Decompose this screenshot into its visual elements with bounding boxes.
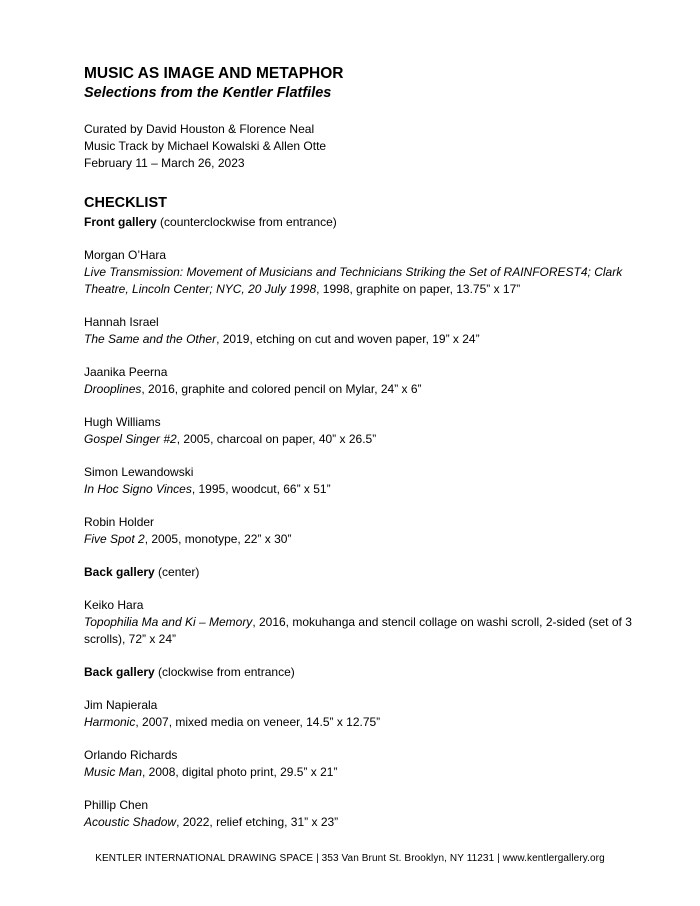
artist-name: Simon Lewandowski	[84, 465, 194, 479]
work-title: Drooplines	[84, 382, 142, 396]
work-details: , 2016, mokuhanga and stencil collage on washi scroll, 2-sided (set of 3 scrolls), 72” x 24”	[84, 615, 632, 646]
work-details: , 2005, monotype, 22” x 30”	[144, 532, 292, 546]
artist-name: Hannah Israel	[84, 315, 159, 329]
work-title: Five Spot 2	[84, 532, 145, 546]
section-heading	[84, 564, 664, 581]
dates-line: February 11 – March 26, 2023	[84, 156, 245, 170]
work-description	[84, 481, 664, 498]
work-entry	[84, 597, 664, 648]
work-details: , 2022, relief etching, 31” x 23”	[176, 815, 339, 829]
checklist-heading: CHECKLIST	[84, 195, 167, 211]
artist-name: Morgan O’Hara	[84, 248, 167, 262]
work-entry	[84, 514, 664, 548]
section-name: Front gallery	[84, 215, 157, 229]
work-entry	[84, 747, 664, 781]
work-details: , 1998, graphite on paper, 13.75” x 17”	[316, 282, 521, 296]
exhibition-subtitle: Selections from the Kentler Flatfiles	[84, 85, 332, 101]
artist-name: Jim Napierala	[84, 698, 158, 712]
section-name: Back gallery	[84, 665, 155, 679]
work-description	[84, 331, 664, 348]
work-description	[84, 264, 664, 298]
section-heading	[84, 214, 664, 231]
work-details: , 2019, etching on cut and woven paper, 19” x 24”	[216, 332, 480, 346]
section-note: (clockwise from entrance)	[154, 665, 295, 679]
work-details: , 2008, digital photo print, 29.5” x 21”	[142, 765, 338, 779]
work-title: Gospel Singer #2	[84, 432, 177, 446]
work-description	[84, 381, 664, 398]
artist-name: Hugh Williams	[84, 415, 161, 429]
work-entry	[84, 464, 664, 498]
credits	[84, 121, 664, 172]
work-details: , 2005, charcoal on paper, 40” x 26.5”	[176, 432, 377, 446]
work-entry	[84, 364, 664, 398]
artist-name: Orlando Richards	[84, 748, 178, 762]
work-entry	[84, 797, 664, 831]
work-entry	[84, 314, 664, 348]
work-description	[84, 614, 664, 648]
artist-name: Jaanika Peerna	[84, 365, 168, 379]
section-name: Back gallery	[84, 565, 155, 579]
work-title: Topophilia Ma and Ki – Memory	[84, 615, 253, 629]
artist-name: Robin Holder	[84, 515, 155, 529]
work-description	[84, 814, 664, 831]
work-entry	[84, 414, 664, 448]
footer-address: KENTLER INTERNATIONAL DRAWING SPACE | 353 Van Brunt St. Brooklyn, NY 11231 | www.kentlergallery.org	[95, 853, 605, 864]
artist-name: Keiko Hara	[84, 598, 144, 612]
exhibition-title: MUSIC AS IMAGE AND METAPHOR	[84, 65, 344, 82]
work-title: Live Transmission: Movement of Musicians and Technicians Striking the Set of RAINFOREST4; Clark Theatre, Lincoln Center; NYC, 20 July 1998	[84, 265, 623, 296]
work-title: Acoustic Shadow	[84, 815, 177, 829]
work-title: The Same and the Other	[84, 332, 217, 346]
work-details: , 2016, graphite and colored pencil on Mylar, 24” x 6”	[141, 382, 422, 396]
work-entry	[84, 697, 664, 731]
work-details: , 2007, mixed media on veneer, 14.5” x 12.75”	[135, 715, 381, 729]
work-description	[84, 531, 664, 548]
work-description	[84, 431, 664, 448]
curator-line: Curated by David Houston & Florence Neal	[84, 122, 315, 136]
work-title: Music Man	[84, 765, 143, 779]
artist-name: Phillip Chen	[84, 798, 149, 812]
work-details: , 1995, woodcut, 66” x 51”	[191, 482, 331, 496]
document-page	[84, 64, 664, 847]
work-description	[84, 764, 664, 781]
work-title: In Hoc Signo Vinces	[84, 482, 192, 496]
section-note: (center)	[154, 565, 200, 579]
work-entry	[84, 247, 664, 298]
work-title: Harmonic	[84, 715, 136, 729]
section-note: (counterclockwise from entrance)	[156, 215, 337, 229]
section-heading	[84, 664, 664, 681]
work-description	[84, 714, 664, 731]
music-track-line: Music Track by Michael Kowalski & Allen Otte	[84, 139, 327, 153]
